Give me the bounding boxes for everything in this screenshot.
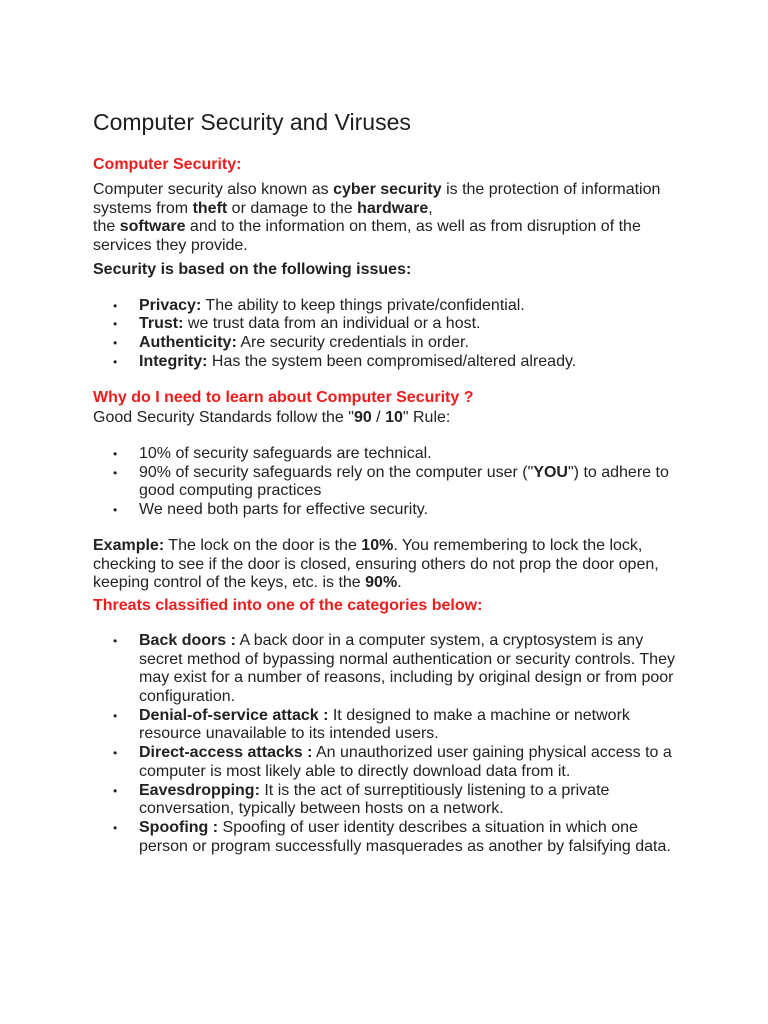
bold-text: YOU — [533, 463, 568, 481]
text-run: 10% of security safeguards are technical. — [139, 445, 432, 463]
bold-text: software — [119, 218, 186, 236]
list-item — [93, 445, 683, 464]
bold-text: Example: — [93, 536, 165, 554]
bold-text: 90% — [365, 574, 398, 592]
bullet-icon: • — [113, 503, 118, 518]
text-run: . You remembering to lock the lock, checking to see if the door is closed, ensuring others do not prop the door open, keeping control of the keys, etc. is the — [93, 536, 659, 592]
bullet-icon: • — [113, 335, 118, 350]
bullet-icon: • — [113, 465, 118, 480]
text-run: Computer security also known as — [93, 181, 334, 198]
text-run: Good Security Standards follow the " — [93, 409, 354, 427]
issues-heading: Security is based on the following issues: — [93, 260, 412, 278]
bold-text: 90 — [353, 409, 372, 427]
list-item-label: Trust: — [139, 315, 184, 333]
list-item — [93, 707, 683, 744]
text-run: or damage to the — [227, 199, 358, 217]
section-heading-why-learn: Why do I need to learn about Computer Security ? — [93, 389, 474, 407]
list-item-label: Eavesdropping: — [139, 781, 260, 799]
list-item-text: Spoofing of user identity describes a situation in which one person or program successfully masquerades as another by falsifying data. — [139, 818, 671, 855]
intro-paragraph — [93, 181, 683, 256]
list-item-label: Spoofing : — [139, 818, 219, 836]
issues-list — [93, 297, 683, 372]
bold-text: theft — [192, 199, 228, 217]
bullet-icon: • — [113, 633, 118, 648]
bullet-icon: • — [113, 708, 118, 723]
list-item-label: Privacy: — [139, 296, 202, 314]
text-run: , — [428, 199, 433, 217]
list-item-text: An unauthorized user gaining physical access to a computer is most likely able to directly download data from it. — [139, 744, 672, 780]
document-page — [93, 108, 683, 856]
list-item — [93, 297, 683, 316]
list-item — [93, 744, 683, 781]
text-run: The lock on the door is the — [164, 536, 362, 554]
rule-line — [93, 409, 683, 428]
text-run: . — [397, 574, 402, 592]
list-item-label: Authenticity: — [139, 333, 237, 351]
list-item — [93, 334, 683, 353]
text-run: the — [93, 218, 120, 236]
list-item — [93, 501, 683, 520]
text-run: is the protection of information systems from — [93, 181, 661, 217]
list-item — [93, 353, 683, 372]
threats-list — [93, 632, 683, 856]
list-item — [93, 632, 683, 707]
text-run: 90% of security safeguards rely on the computer user (" — [139, 463, 534, 481]
list-item-text: It designed to make a machine or network resource unavailable to its intended users. — [139, 706, 630, 743]
list-item-text: The ability to keep things private/confidential. — [201, 296, 525, 314]
list-item-text: Are security credentials in order. — [236, 333, 469, 351]
bold-text: 10 — [385, 409, 403, 427]
text-run: and to the information on them, as well as from disruption of the services they provide. — [93, 218, 641, 255]
text-run: " Rule: — [402, 409, 451, 427]
bold-text: cyber security — [333, 181, 442, 198]
list-item-label: Direct-access attacks : — [139, 744, 313, 762]
section-heading-threats: Threats classified into one of the categories below: — [93, 596, 483, 614]
list-item-label: Denial-of-service attack : — [139, 706, 329, 724]
list-item-text: A back door in a computer system, a cryptosystem is any secret method of bypassing normal authentication or security controls. They may exist for a number of reasons, including by original design or from poor configuration. — [139, 631, 675, 706]
bullet-icon: • — [113, 354, 118, 369]
section-heading-computer-security: Computer Security: — [93, 156, 242, 173]
document-title: Computer Security and Viruses — [93, 109, 411, 135]
list-item-text: It is the act of surreptitiously listening to a private conversation, typically between hosts on a network. — [139, 781, 610, 818]
list-item — [93, 464, 683, 501]
bold-text: hardware — [357, 199, 429, 217]
bullet-icon: • — [113, 317, 118, 332]
list-item-text: we trust data from an individual or a host. — [183, 315, 481, 333]
list-item-text: Has the system been compromised/altered already. — [207, 352, 577, 370]
bullet-icon: • — [113, 447, 118, 462]
bullet-icon: • — [113, 820, 118, 835]
bullet-icon: • — [113, 298, 118, 313]
text-run: ") to adhere to good computing practices — [139, 463, 669, 500]
list-item — [93, 782, 683, 819]
example-paragraph — [93, 537, 683, 593]
list-item-label: Back doors : — [139, 631, 236, 649]
list-item-label: Integrity: — [139, 352, 208, 370]
bullet-icon: • — [113, 783, 118, 798]
text-run: / — [371, 409, 386, 427]
bullet-icon: • — [113, 746, 118, 761]
list-item — [93, 819, 683, 856]
text-run: We need both parts for effective security. — [139, 501, 429, 519]
rule-points-list — [93, 445, 683, 520]
list-item — [93, 315, 683, 334]
bold-text: 10% — [361, 536, 394, 554]
